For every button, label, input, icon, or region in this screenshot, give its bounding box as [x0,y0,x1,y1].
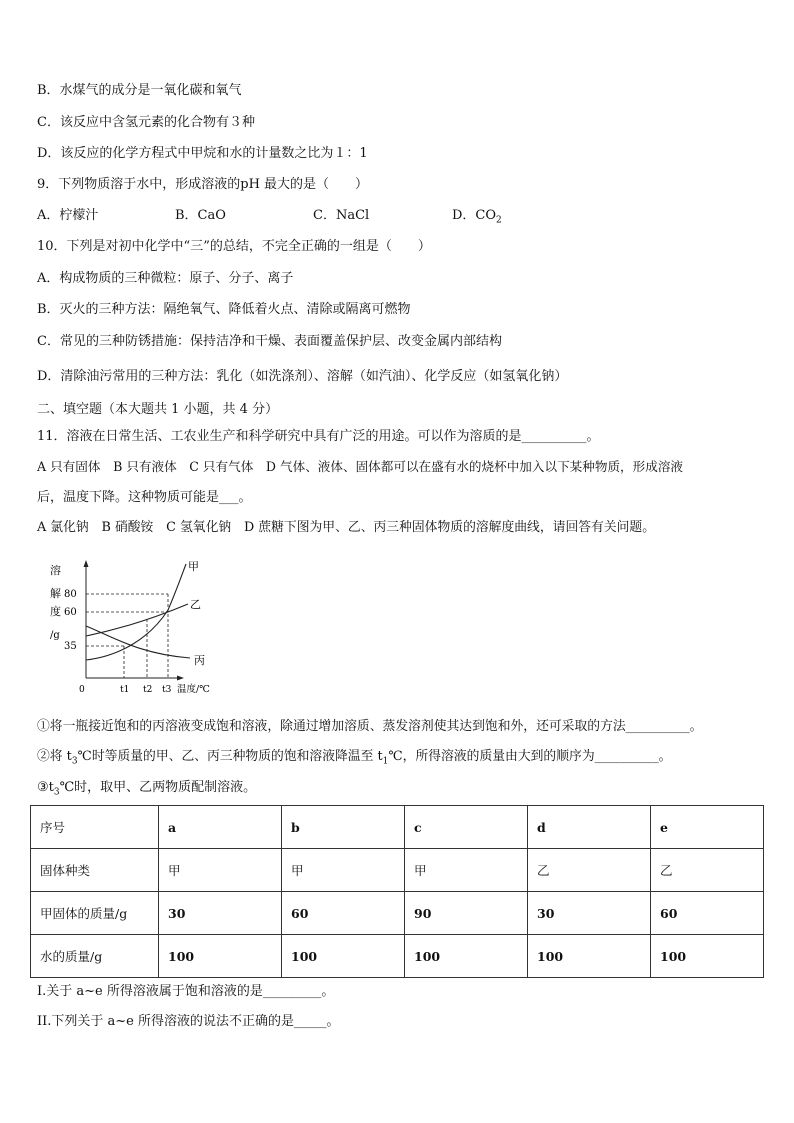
q11-sub-3-b: ℃时，取甲、乙两物质配制溶液。 [59,780,257,795]
curve-yi [86,604,188,636]
ylabel-char-3: 度 [50,605,61,618]
table-cell: 100 [282,935,405,978]
q9-option-b: B．CaO [175,208,226,223]
series-label-bing: 丙 [194,654,205,667]
xtick-t2: t2 [143,685,153,695]
q9-stem: 9．下列物质溶于水中，形成溶液的pH 最大的是（ ） [37,177,369,192]
table-row [31,892,764,935]
q11-part-ii: II.下列关于 a~e 所得溶液的说法不正确的是_____。 [37,1014,340,1029]
ylabel-char-1: 溶 [50,564,61,577]
table-cell: 100 [528,935,651,978]
q8-option-b: B．水煤气的成分是一氧化碳和氧气 [37,83,242,98]
ytick-60: 60 [64,607,77,618]
xtick-t3: t3 [162,685,172,695]
table-cell: 30 [528,892,651,935]
table-cell: 乙 [651,849,764,892]
q11-line-4: A 氯化钠 B 硝酸铵 C 氢氧化钠 D 蔗糖下图为甲、乙、丙三种固体物质的溶解度曲线，请回答有关问题。 [37,520,656,535]
x-origin: 0 [79,685,85,695]
q10-option-b: B．灭火的三种方法：隔绝氧气、降低着火点、清除或隔离可燃物 [37,302,411,317]
ytick-35: 35 [64,641,77,652]
q11-sub-1: ①将一瓶接近饱和的丙溶液变成饱和溶液，除通过增加溶质、蒸发溶剂使其达到饱和外，还可采取的方法__________。 [37,719,703,734]
ylabel-char-2: 解 [50,587,61,600]
q11-sub-2-sub1: 3 [71,756,78,767]
q11-line-2: A 只有固体 B 只有液体 C 只有气体 D 气体、液体、固体都可以在盛有水的烧杯中加入以下某种物质，形成溶液 [37,459,684,474]
curve-bing [86,626,190,658]
table-cell: 甲 [405,849,528,892]
table-cell: 序号 [31,806,159,849]
q11-line-1: 11．溶液在日常生活、工农业生产和科学研究中具有广泛的用途。可以作为溶质的是__________。 [37,429,600,444]
series-label-yi: 乙 [190,598,201,611]
xtick-t1: t1 [120,685,130,695]
q11-sub-3 [37,779,256,802]
q11-sub-2-b: ℃时等质量的甲、乙、丙三种物质的饱和溶液降温至 t [77,749,383,764]
q11-sub-2-c: ℃，所得溶液的质量由大到的顺序为__________。 [388,749,672,764]
series-label-jia: 甲 [188,560,199,573]
q10-option-c: C．常见的三种防锈措施：保持洁净和干燥、表面覆盖保护层、改变金属内部结构 [37,334,502,349]
y-axis-arrow [84,560,89,567]
table-row [31,806,764,849]
table-cell: 60 [282,892,405,935]
table-cell: 甲 [282,849,405,892]
table-cell: c [405,806,528,849]
q9-option-a: A．柠檬汁 [37,208,99,223]
ylabel-char-4: /g [50,630,60,641]
table-cell: 水的质量/g [31,935,159,978]
table-row [31,849,764,892]
solubility-chart [40,558,230,698]
q9-option-c: C．NaCl [313,208,370,223]
q11-sub-2 [37,748,671,771]
q11-part-i: I.关于 a~e 所得溶液属于饱和溶液的是_________。 [37,984,335,999]
table-cell: 60 [651,892,764,935]
table-cell: e [651,806,764,849]
table-cell: 甲固体的质量/g [31,892,159,935]
q10-option-d: D．清除油污常用的三种方法：乳化（如洗涤剂）、溶解（如汽油）、化学反应（如氢氧化钠） [37,369,568,384]
table-row [31,935,764,978]
table-cell: 固体种类 [31,849,159,892]
table-cell: 100 [159,935,282,978]
table-cell: 甲 [159,849,282,892]
solution-table [30,805,764,978]
table-cell: 90 [405,892,528,935]
q11-sub-3-sub: 3 [53,787,60,798]
q11-sub-3-a: ③t [37,780,54,795]
table-cell: a [159,806,282,849]
ytick-80: 80 [64,589,77,600]
q11-line-3: 后，温度下降。这种物质可能是___。 [37,490,252,505]
q9-option-d-text: D．CO [452,208,497,223]
q8-option-c: C．该反应中含氢元素的化合物有３种 [37,115,255,130]
x-axis-label: 温度/℃ [177,684,210,695]
table-cell: 100 [405,935,528,978]
q9-option-d [452,207,502,230]
table-cell: b [282,806,405,849]
q8-option-d: D．该反应的化学方程式中甲烷和水的计量数之比为１：1 [37,146,368,161]
table-cell: 100 [651,935,764,978]
table-cell: 乙 [528,849,651,892]
q10-option-a: A．构成物质的三种微粒：原子、分子、离子 [37,271,294,286]
table-cell: 30 [159,892,282,935]
q10-stem: 10．下列是对初中化学中“三”的总结，不完全正确的一组是（ ） [37,239,431,254]
x-axis-arrow [177,676,184,681]
q11-sub-2-a: ②将 t [37,749,72,764]
q9-option-d-subscript: 2 [496,215,502,226]
section-heading: 二、填空题（本大题共 1 小题，共 4 分） [37,402,279,417]
table-cell: d [528,806,651,849]
q11-sub-2-sub2: 1 [382,756,389,767]
